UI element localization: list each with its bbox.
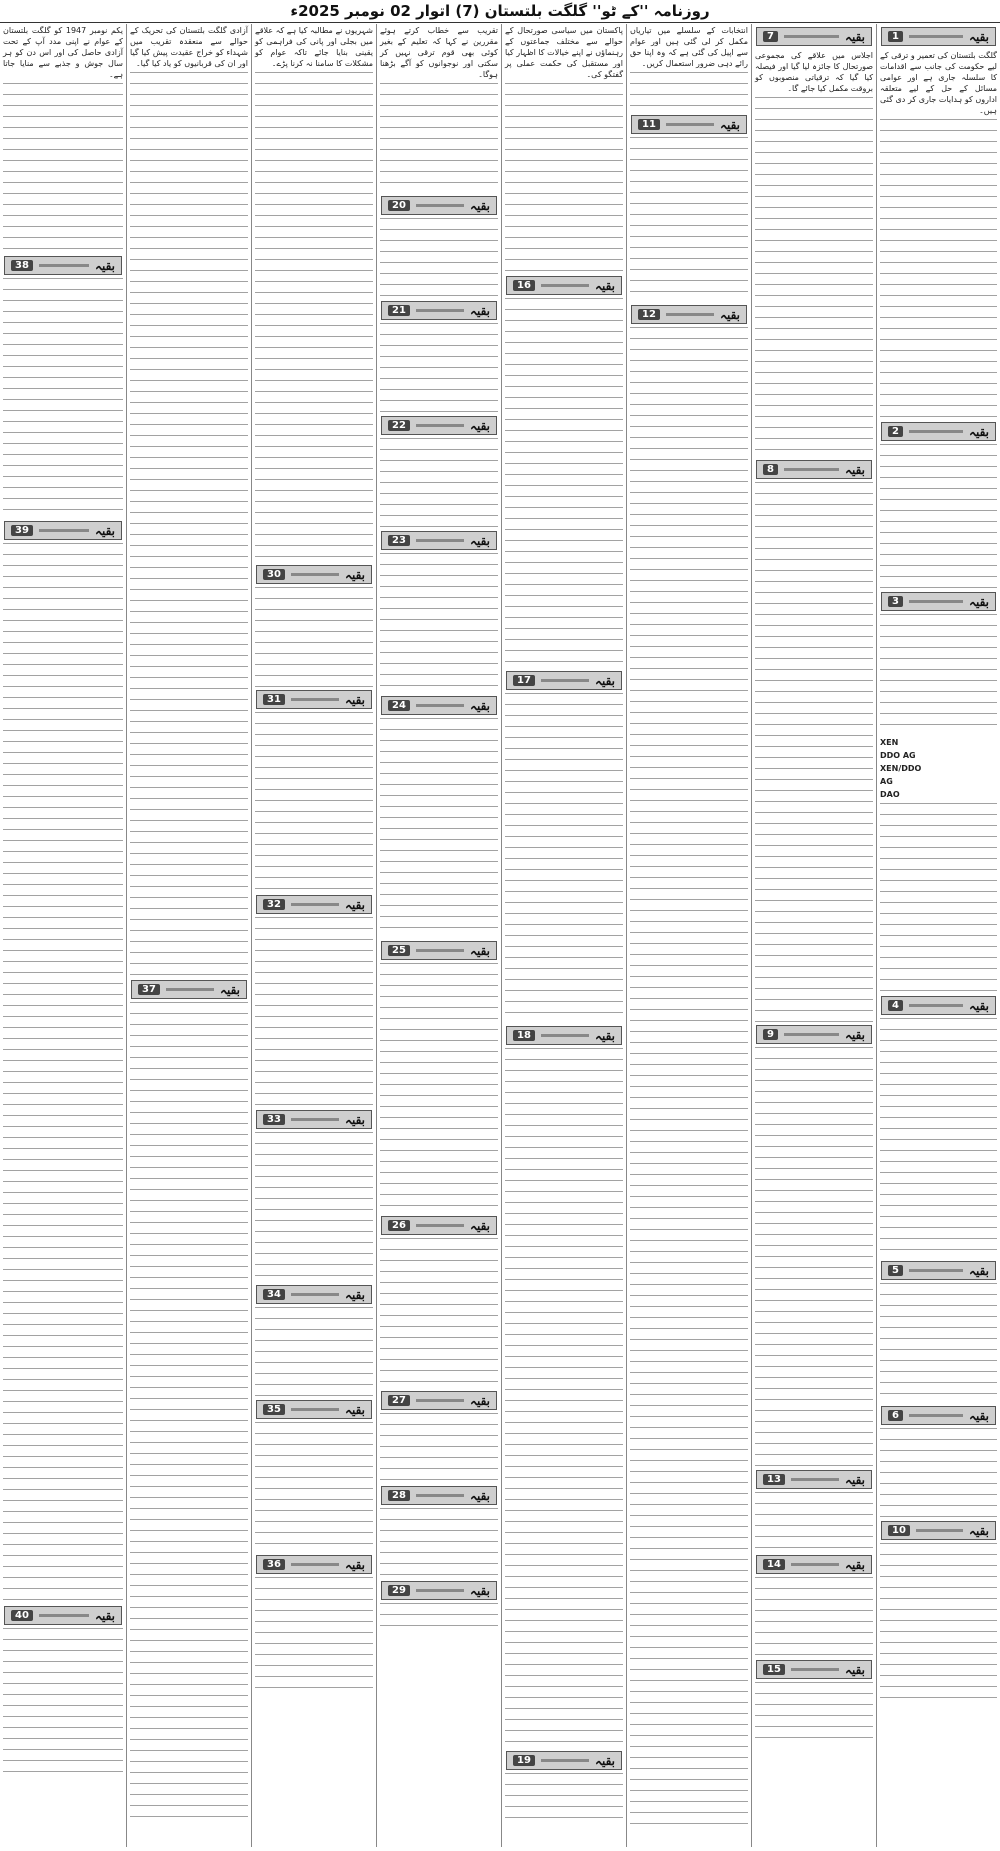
continuation-header: بقیہ 25 bbox=[381, 941, 497, 960]
continuation-header: بقیہ 39 bbox=[4, 521, 122, 540]
continuation-header: بقیہ 32 bbox=[256, 895, 372, 914]
article-text: یکم نومبر 1947 کو گلگت بلتستان کے عوام نے اپنی مدد آپ کے تحت آزادی حاصل کی اور اس دن کو ہر سال جوش و جذبے سے منایا جاتا ہے۔ bbox=[3, 26, 124, 79]
ddo-line: DAO bbox=[880, 790, 900, 799]
continuation-header: بقیہ 26 bbox=[381, 1216, 497, 1235]
masthead bbox=[0, 0, 1000, 23]
continuation-header: بقیہ 24 bbox=[381, 696, 497, 715]
continuation-header: بقیہ 10 bbox=[881, 1521, 996, 1540]
article-text: انتخابات کے سلسلے میں تیاریاں مکمل کر لی گئی ہیں اور عوام سے اپیل کی گئی ہے کہ وہ اپنا حق رائے دہی ضرور استعمال کریں۔ bbox=[630, 26, 748, 68]
continuation-header: بقیہ 40 bbox=[4, 1606, 122, 1625]
continuation-header: بقیہ 15 bbox=[756, 1660, 872, 1679]
continuation-header: بقیہ 27 bbox=[381, 1391, 497, 1410]
continuation-header: بقیہ 36 bbox=[256, 1555, 372, 1574]
article-text: شہریوں نے مطالبہ کیا ہے کہ علاقے میں بجلی اور پانی کی فراہمی کو یقینی بنایا جائے تاکہ عوام کو مشکلات کا سامنا نہ کرنا پڑے۔ bbox=[255, 26, 373, 68]
continuation-header: بقیہ 11 bbox=[631, 115, 747, 134]
continuation-header: بقیہ 9 bbox=[756, 1025, 872, 1044]
article-text: گلگت بلتستان کی تعمیر و ترقی کے لیے حکومت کی جانب سے اقدامات کا سلسلہ جاری ہے اور عوامی مسائل کے حل کے لیے متعلقہ اداروں کو ہدایات جاری کر دی گئی ہیں۔ bbox=[880, 51, 997, 115]
continuation-header: بقیہ 16 bbox=[506, 276, 622, 295]
continuation-header: بقیہ 35 bbox=[256, 1400, 372, 1419]
article-text: تقریب سے خطاب کرتے ہوئے مقررین نے کہا کہ تعلیم کے بغیر کوئی بھی قوم ترقی نہیں کر سکتی اور نوجوانوں کو آگے بڑھنا ہوگا۔ bbox=[380, 26, 498, 79]
article-text: آزادی گلگت بلتستان کی تحریک کے حوالے سے منعقدہ تقریب میں شہداء کو خراج عقیدت پیش کیا گیا اور ان کی قربانیوں کو یاد کیا گیا۔ bbox=[130, 26, 248, 68]
continuation-header: بقیہ 38 bbox=[4, 256, 122, 275]
continuation-header: بقیہ 33 bbox=[256, 1110, 372, 1129]
column-1 bbox=[876, 24, 1000, 1847]
continuation-header: بقیہ 29 bbox=[381, 1581, 497, 1600]
ddo-line: DDO AG bbox=[880, 751, 916, 760]
continuation-header: بقیہ 6 bbox=[881, 1406, 996, 1425]
continuation-header: بقیہ 7 bbox=[756, 27, 872, 46]
masthead-title: روزنامہ ''کے ٹو'' گلگت بلتستان (7) اتوار 02 نومبر 2025ء bbox=[290, 2, 710, 20]
continuation-header: بقیہ 37 bbox=[131, 980, 247, 999]
column-4 bbox=[501, 24, 626, 1847]
continuation-header: بقیہ 3 bbox=[881, 592, 996, 611]
continuation-header: بقیہ 4 bbox=[881, 996, 996, 1015]
continuation-header: بقیہ 2 bbox=[881, 422, 996, 441]
ddo-line: XEN bbox=[880, 738, 899, 747]
ddo-line: AG bbox=[880, 777, 893, 786]
continuation-header: بقیہ 13 bbox=[756, 1470, 872, 1489]
column-7 bbox=[126, 24, 251, 1847]
column-2 bbox=[751, 24, 876, 1847]
continuation-header: بقیہ 8 bbox=[756, 460, 872, 479]
continuation-header: بقیہ 34 bbox=[256, 1285, 372, 1304]
column-3 bbox=[626, 24, 751, 1847]
ddo-line: XEN/DDO bbox=[880, 764, 922, 773]
continuation-header: بقیہ 1 bbox=[881, 27, 996, 46]
continuation-header: بقیہ 19 bbox=[506, 1751, 622, 1770]
continuation-header: بقیہ 14 bbox=[756, 1555, 872, 1574]
continuation-header: بقیہ 31 bbox=[256, 690, 372, 709]
continuation-header: بقیہ 20 bbox=[381, 196, 497, 215]
continuation-header: بقیہ 12 bbox=[631, 305, 747, 324]
article-text: اجلاس میں علاقے کی مجموعی صورتحال کا جائزہ لیا گیا اور فیصلہ کیا گیا کہ ترقیاتی منصوبوں کو بروقت مکمل کیا جائے گا۔ bbox=[755, 51, 873, 93]
continuation-header: بقیہ 22 bbox=[381, 416, 497, 435]
continuation-header: بقیہ 21 bbox=[381, 301, 497, 320]
continuation-header: بقیہ 17 bbox=[506, 671, 622, 690]
continuation-header: بقیہ 23 bbox=[381, 531, 497, 550]
article-text: پاکستان میں سیاسی صورتحال کے حوالے سے مختلف جماعتوں کے رہنماؤں نے اپنے خیالات کا اظہار کیا اور مستقبل کی حکمت عملی پر گفتگو کی۔ bbox=[505, 26, 623, 79]
continuation-header: بقیہ 5 bbox=[881, 1261, 996, 1280]
column-6 bbox=[251, 24, 376, 1847]
continuation-header: بقیہ 18 bbox=[506, 1026, 622, 1045]
column-8 bbox=[0, 24, 126, 1847]
column-5 bbox=[376, 24, 501, 1847]
continuation-header: بقیہ 30 bbox=[256, 565, 372, 584]
continuation-header: بقیہ 28 bbox=[381, 1486, 497, 1505]
